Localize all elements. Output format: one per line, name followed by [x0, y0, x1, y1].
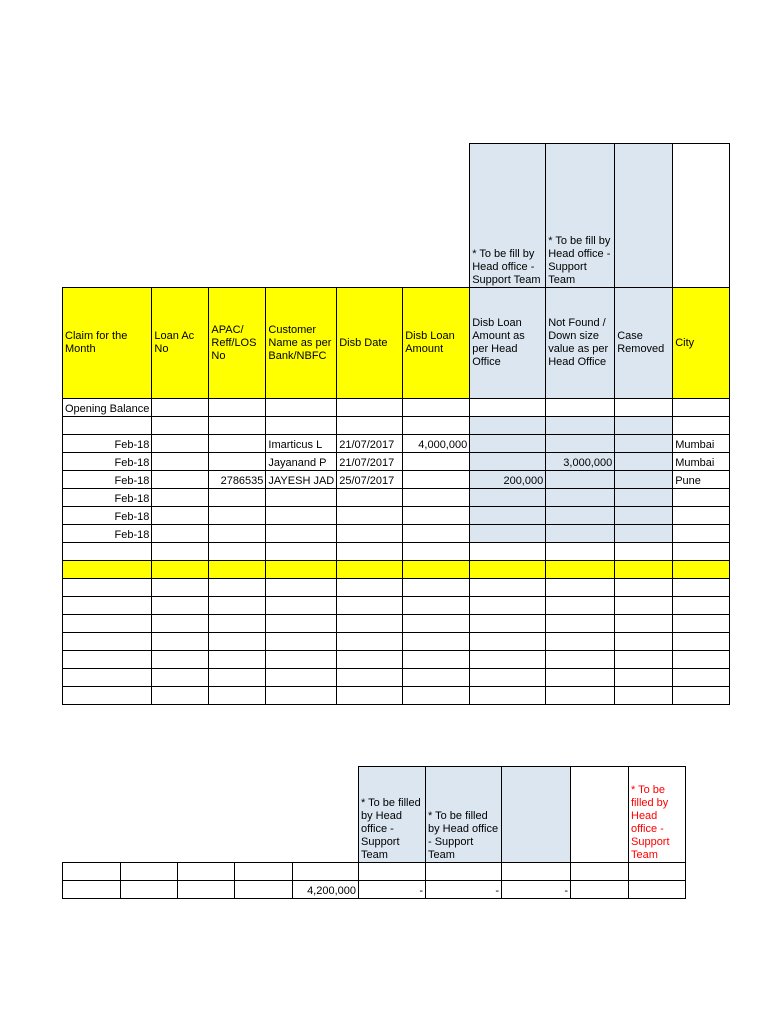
table-cell[interactable] — [152, 579, 209, 597]
total-cell[interactable] — [235, 881, 293, 899]
column-header[interactable]: Disb Loan Amount as per Head Office — [470, 288, 546, 399]
table-cell[interactable] — [209, 417, 266, 435]
table-cell[interactable] — [403, 561, 470, 579]
table-cell[interactable] — [615, 615, 673, 633]
table-cell[interactable] — [337, 651, 403, 669]
total-cell[interactable] — [629, 881, 686, 899]
table-row — [63, 525, 730, 543]
total-cell[interactable]: - — [426, 881, 502, 899]
table-cell[interactable] — [266, 489, 337, 507]
table-cell[interactable] — [266, 144, 337, 288]
table-cell[interactable] — [337, 525, 403, 543]
table-row — [63, 863, 686, 881]
table-cell[interactable] — [615, 669, 673, 687]
table-cell[interactable] — [546, 633, 615, 651]
table-cell[interactable] — [266, 579, 337, 597]
table-row — [63, 615, 730, 633]
table-cell[interactable] — [546, 579, 615, 597]
table-cell[interactable] — [209, 669, 266, 687]
table-cell[interactable] — [209, 687, 266, 705]
table-cell[interactable] — [673, 399, 730, 417]
table-cell[interactable] — [63, 669, 152, 687]
table-cell[interactable] — [470, 543, 546, 561]
table-cell[interactable] — [63, 144, 152, 288]
table-row — [63, 435, 730, 453]
table-cell[interactable] — [615, 543, 673, 561]
table-cell[interactable] — [546, 597, 615, 615]
table-cell[interactable] — [546, 669, 615, 687]
table-cell[interactable] — [470, 435, 546, 453]
table-cell[interactable] — [178, 767, 235, 863]
table-cell[interactable] — [152, 144, 209, 288]
opening-balance-label[interactable]: Opening Balance — [63, 399, 152, 417]
table-cell[interactable] — [266, 525, 337, 543]
table-cell[interactable] — [209, 633, 266, 651]
table-cell[interactable] — [426, 863, 502, 881]
table-cell[interactable]: Mumbai — [673, 435, 730, 453]
table-cell[interactable] — [63, 417, 152, 435]
support-note-cell[interactable]: * To be fill by Head office - Support Team — [470, 144, 546, 288]
support-note-cell[interactable]: * To be filled by Head office - Support Team — [426, 767, 502, 863]
table-cell[interactable] — [266, 561, 337, 579]
table-cell[interactable] — [337, 561, 403, 579]
table-cell[interactable] — [152, 669, 209, 687]
table-cell[interactable] — [571, 767, 629, 863]
table-cell[interactable] — [470, 579, 546, 597]
table-cell[interactable] — [209, 453, 266, 471]
table-cell[interactable] — [403, 597, 470, 615]
table-cell[interactable] — [403, 543, 470, 561]
table-cell[interactable] — [152, 561, 209, 579]
total-cell[interactable]: 4,200,000 — [293, 881, 359, 899]
table-cell[interactable] — [209, 651, 266, 669]
table-cell[interactable] — [359, 863, 426, 881]
table-cell[interactable]: Feb-18 — [63, 489, 152, 507]
table-cell[interactable] — [615, 435, 673, 453]
table-cell[interactable] — [403, 669, 470, 687]
table-cell[interactable] — [546, 417, 615, 435]
table-cell[interactable] — [337, 144, 403, 288]
table-cell[interactable] — [470, 399, 546, 417]
table-cell[interactable] — [152, 453, 209, 471]
table-row — [63, 687, 730, 705]
table-cell[interactable] — [571, 863, 629, 881]
table-cell[interactable] — [152, 489, 209, 507]
table-cell[interactable] — [121, 863, 178, 881]
table-cell[interactable]: 3,000,000 — [546, 453, 615, 471]
table-row — [63, 633, 730, 651]
table-cell[interactable] — [403, 453, 470, 471]
table-cell[interactable] — [403, 579, 470, 597]
table-cell[interactable] — [337, 687, 403, 705]
table-cell[interactable] — [209, 579, 266, 597]
table-cell[interactable] — [615, 597, 673, 615]
table-cell[interactable] — [266, 507, 337, 525]
table-cell[interactable] — [673, 597, 730, 615]
table-cell[interactable] — [673, 507, 730, 525]
claims-table — [62, 143, 730, 705]
table-cell[interactable] — [470, 525, 546, 543]
table-cell[interactable] — [235, 863, 293, 881]
table-cell[interactable]: 25/07/2017 — [337, 471, 403, 489]
table-cell[interactable]: Imarticus L — [266, 435, 337, 453]
table-cell[interactable] — [403, 687, 470, 705]
table-cell[interactable] — [152, 687, 209, 705]
table-cell[interactable] — [470, 669, 546, 687]
column-header[interactable]: Case Removed — [615, 288, 673, 399]
table-cell[interactable] — [152, 615, 209, 633]
table-cell[interactable] — [673, 687, 730, 705]
table-cell[interactable] — [615, 579, 673, 597]
table-cell[interactable] — [63, 651, 152, 669]
table-row — [63, 669, 730, 687]
table-cell[interactable] — [546, 471, 615, 489]
table-cell[interactable] — [403, 507, 470, 525]
table-cell[interactable] — [152, 651, 209, 669]
table-cell[interactable] — [470, 633, 546, 651]
table-cell[interactable] — [673, 579, 730, 597]
table-cell[interactable] — [615, 633, 673, 651]
table-cell[interactable] — [673, 669, 730, 687]
total-cell[interactable]: - — [359, 881, 426, 899]
table-cell[interactable] — [403, 144, 470, 288]
table-cell[interactable] — [337, 417, 403, 435]
table-cell[interactable] — [209, 507, 266, 525]
table-cell[interactable] — [152, 543, 209, 561]
table-cell[interactable] — [546, 399, 615, 417]
table-row — [63, 507, 730, 525]
table-cell[interactable] — [615, 144, 673, 288]
table-cell[interactable] — [209, 435, 266, 453]
table-cell[interactable] — [615, 489, 673, 507]
table-cell[interactable]: Feb-18 — [63, 525, 152, 543]
table-cell[interactable] — [63, 687, 152, 705]
table-cell[interactable]: Jayanand P — [266, 453, 337, 471]
table-cell[interactable] — [266, 597, 337, 615]
table-cell[interactable] — [152, 471, 209, 489]
table-cell[interactable] — [209, 597, 266, 615]
table-cell[interactable] — [235, 767, 293, 863]
table-cell[interactable]: Mumbai — [673, 453, 730, 471]
table-cell[interactable] — [63, 615, 152, 633]
column-header[interactable]: Not Found / Down size value as per Head Office — [546, 288, 615, 399]
table-cell[interactable] — [152, 597, 209, 615]
table-cell[interactable] — [673, 489, 730, 507]
table-cell[interactable] — [152, 525, 209, 543]
table-cell[interactable] — [63, 597, 152, 615]
table-cell[interactable] — [546, 651, 615, 669]
table-cell[interactable] — [470, 687, 546, 705]
table-cell[interactable] — [337, 615, 403, 633]
table-cell[interactable] — [546, 561, 615, 579]
table-cell[interactable] — [266, 651, 337, 669]
table-cell[interactable] — [673, 417, 730, 435]
table-cell[interactable] — [63, 633, 152, 651]
table-cell[interactable] — [403, 399, 470, 417]
table-cell[interactable] — [673, 144, 730, 288]
total-cell[interactable] — [571, 881, 629, 899]
table-cell[interactable] — [337, 489, 403, 507]
table-cell[interactable] — [502, 767, 571, 863]
table-cell[interactable] — [615, 525, 673, 543]
support-note-cell[interactable]: * To be filled by Head office - Support Team — [629, 767, 686, 863]
table-cell[interactable] — [266, 615, 337, 633]
table-cell[interactable] — [470, 651, 546, 669]
support-note-row — [63, 144, 730, 288]
table-cell[interactable]: 21/07/2017 — [337, 453, 403, 471]
table-cell[interactable] — [615, 399, 673, 417]
table-cell[interactable] — [470, 615, 546, 633]
table-cell[interactable] — [152, 435, 209, 453]
table-cell[interactable] — [502, 863, 571, 881]
table-row — [63, 471, 730, 489]
table-cell[interactable] — [546, 615, 615, 633]
table-cell[interactable] — [152, 507, 209, 525]
table-cell[interactable] — [209, 615, 266, 633]
table-cell[interactable] — [209, 144, 266, 288]
yellow-separator-row — [63, 561, 730, 579]
table-cell[interactable] — [266, 687, 337, 705]
table-cell[interactable] — [337, 543, 403, 561]
column-header[interactable]: City — [673, 288, 730, 399]
table-cell[interactable]: Feb-18 — [63, 435, 152, 453]
table-row — [63, 543, 730, 561]
opening-balance-row — [63, 399, 730, 417]
support-note-cell[interactable]: * To be filled by Head office - Support Team — [359, 767, 426, 863]
table-cell[interactable] — [615, 417, 673, 435]
table-cell[interactable]: Pune — [673, 471, 730, 489]
table-cell[interactable] — [470, 417, 546, 435]
table-row — [63, 651, 730, 669]
table-cell[interactable] — [209, 525, 266, 543]
support-note-cell[interactable]: * To be fill by Head office - Support Team — [546, 144, 615, 288]
table-cell[interactable] — [546, 543, 615, 561]
column-header[interactable]: Claim for the Month — [63, 288, 152, 399]
totals-row — [63, 881, 686, 899]
table-cell[interactable] — [337, 507, 403, 525]
table-cell[interactable] — [152, 399, 209, 417]
table-cell[interactable] — [470, 489, 546, 507]
table-cell[interactable] — [615, 687, 673, 705]
table-cell[interactable] — [615, 471, 673, 489]
table-cell[interactable] — [629, 863, 686, 881]
table-cell[interactable] — [266, 399, 337, 417]
table-cell[interactable] — [403, 633, 470, 651]
table-cell[interactable] — [293, 767, 359, 863]
table-cell[interactable]: 21/07/2017 — [337, 435, 403, 453]
table-cell[interactable] — [152, 417, 209, 435]
table-cell[interactable] — [209, 543, 266, 561]
table-cell[interactable] — [403, 489, 470, 507]
table-row — [63, 597, 730, 615]
table-cell[interactable] — [615, 561, 673, 579]
table-cell[interactable]: 4,000,000 — [403, 435, 470, 453]
table-cell[interactable] — [152, 633, 209, 651]
column-header[interactable]: Customer Name as per Bank/NBFC — [266, 288, 337, 399]
column-header[interactable]: Disb Date — [337, 288, 403, 399]
table-cell[interactable] — [403, 417, 470, 435]
table-row — [63, 489, 730, 507]
table-cell[interactable] — [470, 561, 546, 579]
table-cell[interactable] — [121, 767, 178, 863]
table-cell[interactable] — [673, 651, 730, 669]
table-cell[interactable] — [673, 543, 730, 561]
table-cell[interactable]: 2786535 — [209, 471, 266, 489]
table-cell[interactable] — [63, 561, 152, 579]
table-cell[interactable] — [209, 399, 266, 417]
table-cell[interactable] — [615, 507, 673, 525]
support-note-row — [63, 767, 686, 863]
table-cell[interactable]: Feb-18 — [63, 453, 152, 471]
total-cell[interactable]: - — [502, 881, 571, 899]
table-row — [63, 453, 730, 471]
table-row — [63, 417, 730, 435]
total-cell[interactable] — [121, 881, 178, 899]
table-cell[interactable] — [615, 453, 673, 471]
table-cell[interactable] — [337, 633, 403, 651]
header-row — [63, 288, 730, 399]
table-cell[interactable] — [546, 687, 615, 705]
table-row — [63, 579, 730, 597]
total-cell[interactable] — [178, 881, 235, 899]
table-cell[interactable] — [63, 767, 121, 863]
table-cell[interactable] — [337, 669, 403, 687]
table-cell[interactable] — [337, 579, 403, 597]
table-cell[interactable] — [403, 471, 470, 489]
table-cell[interactable] — [266, 543, 337, 561]
table-cell[interactable] — [673, 615, 730, 633]
table-cell[interactable] — [615, 651, 673, 669]
table-cell[interactable] — [266, 417, 337, 435]
table-cell[interactable] — [63, 579, 152, 597]
table-cell[interactable] — [546, 435, 615, 453]
table-cell[interactable] — [470, 597, 546, 615]
table-cell[interactable]: JAYESH JAD — [266, 471, 337, 489]
table-cell[interactable] — [337, 399, 403, 417]
table-cell[interactable] — [63, 863, 121, 881]
table-cell[interactable]: Feb-18 — [63, 507, 152, 525]
column-header[interactable]: Loan Ac No — [152, 288, 209, 399]
table-cell[interactable] — [337, 597, 403, 615]
table-cell[interactable] — [266, 633, 337, 651]
table-cell[interactable]: 200,000 — [470, 471, 546, 489]
table-cell[interactable] — [403, 651, 470, 669]
table-cell[interactable] — [546, 525, 615, 543]
table-cell[interactable] — [470, 507, 546, 525]
table-cell[interactable] — [546, 489, 615, 507]
table-cell[interactable] — [546, 507, 615, 525]
table-cell[interactable] — [403, 525, 470, 543]
table-cell[interactable] — [673, 633, 730, 651]
table-cell[interactable] — [403, 615, 470, 633]
table-cell[interactable] — [673, 561, 730, 579]
table-cell[interactable] — [209, 489, 266, 507]
column-header[interactable]: Disb Loan Amount — [403, 288, 470, 399]
total-cell[interactable] — [63, 881, 121, 899]
table-cell[interactable] — [673, 525, 730, 543]
table-cell[interactable] — [178, 863, 235, 881]
table-cell[interactable] — [266, 669, 337, 687]
table-cell[interactable]: Feb-18 — [63, 471, 152, 489]
table-cell[interactable] — [293, 863, 359, 881]
table-cell[interactable] — [209, 561, 266, 579]
summary-table — [62, 766, 686, 899]
column-header[interactable]: APAC/ Reff/LOS No — [209, 288, 266, 399]
table-cell[interactable] — [470, 453, 546, 471]
table-cell[interactable] — [63, 543, 152, 561]
